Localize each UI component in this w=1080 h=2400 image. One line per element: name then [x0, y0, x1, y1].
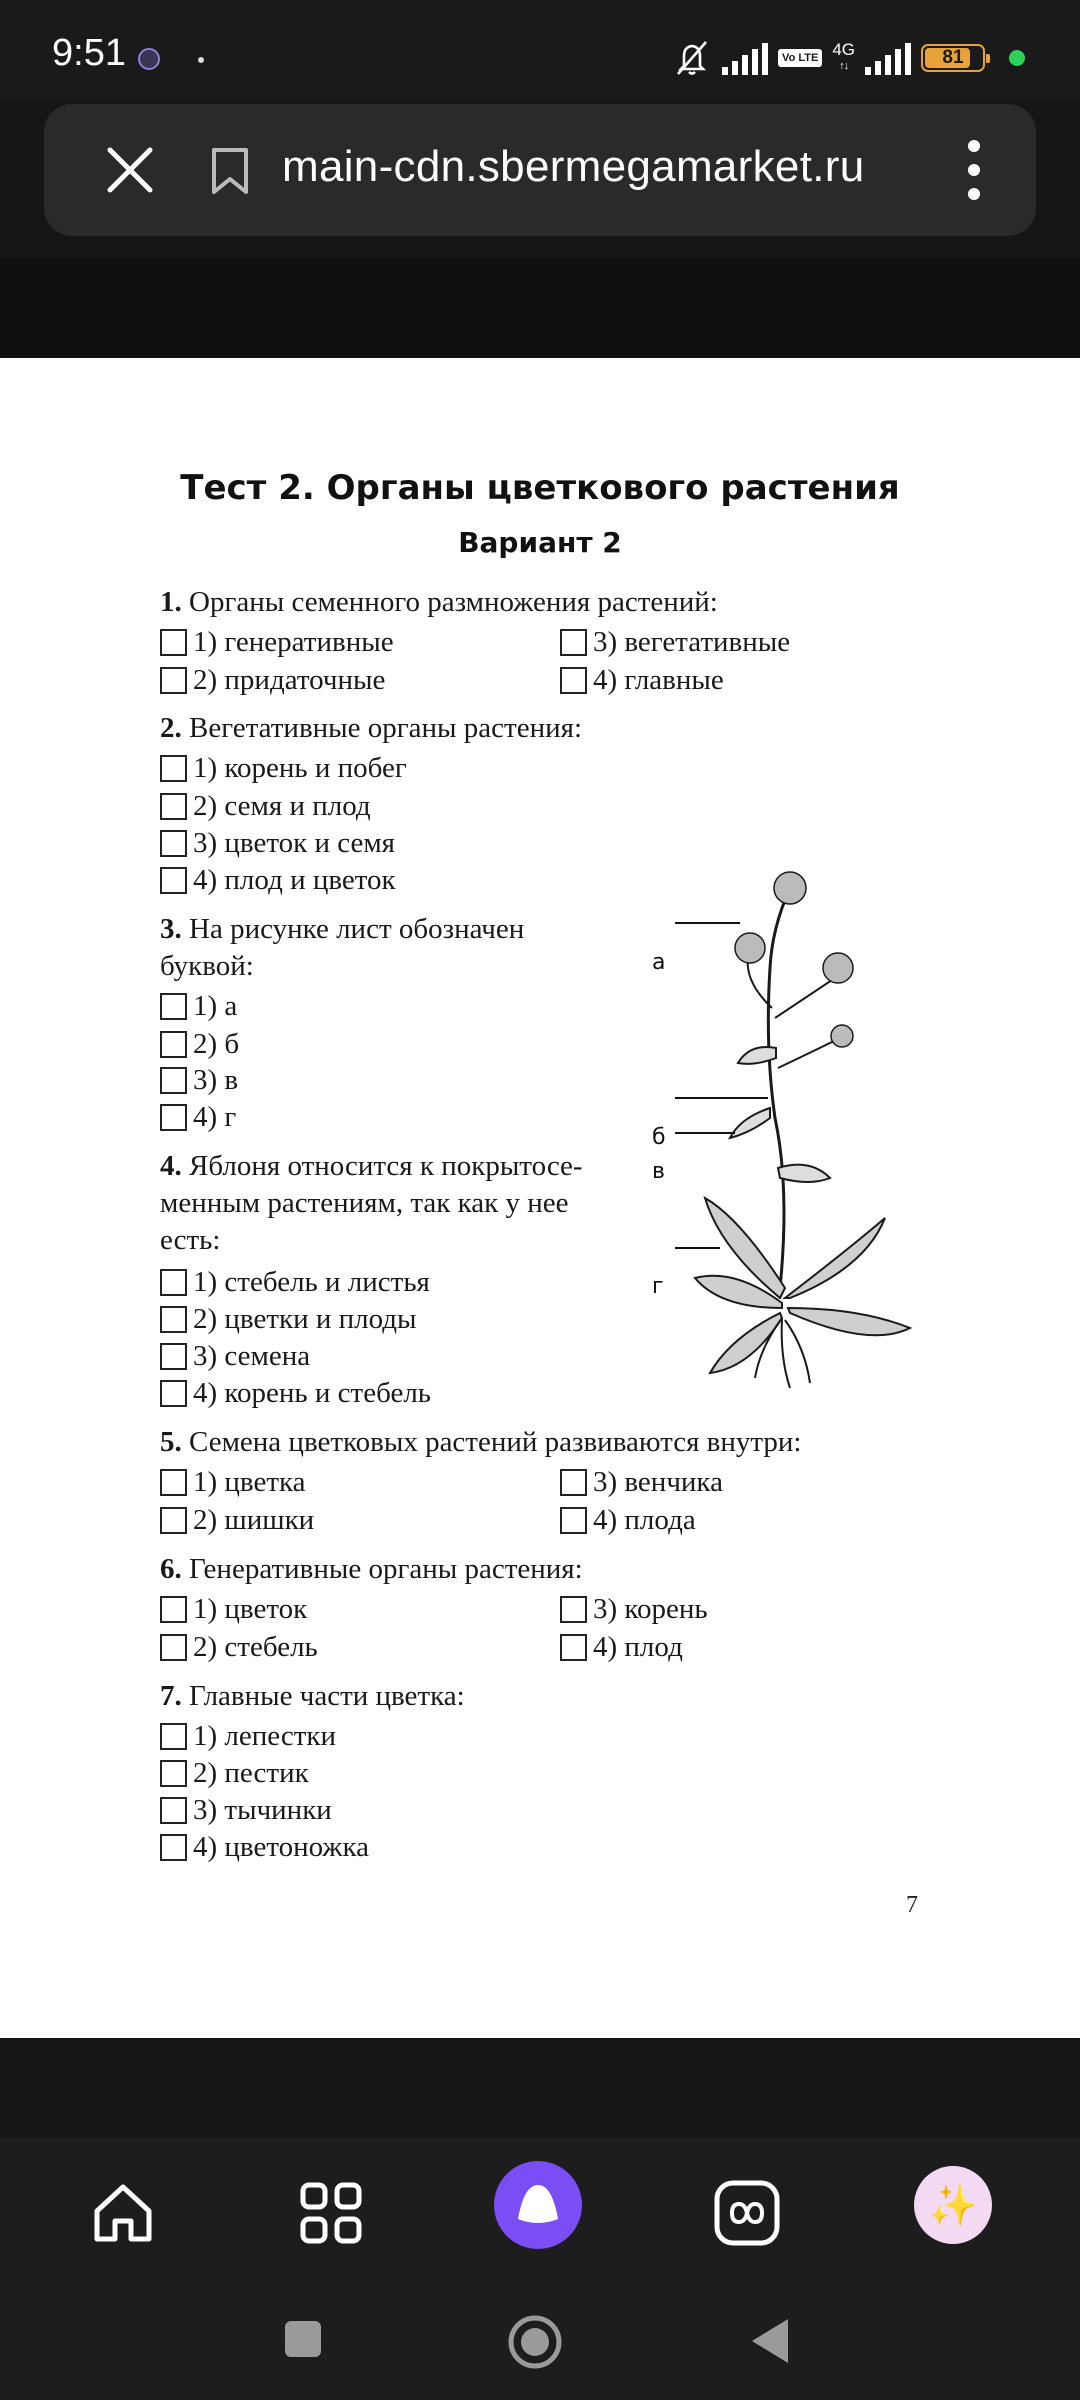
option-label: 4) плод	[593, 1631, 683, 1663]
status-bar	[0, 0, 1080, 100]
plant-illustration	[650, 868, 930, 1698]
option-4-3[interactable]	[160, 1338, 310, 1375]
option-6-3[interactable]	[560, 1591, 708, 1628]
option-5-1[interactable]	[160, 1464, 306, 1501]
option-label: 4) корень и стебель	[193, 1377, 432, 1409]
question-number: 5.	[160, 1426, 182, 1458]
volte-icon: Vo LTE	[778, 49, 822, 67]
option-5-2[interactable]	[160, 1502, 314, 1539]
checkbox[interactable]	[560, 667, 587, 694]
option-label: 3) венчика	[593, 1466, 723, 1498]
option-5-4[interactable]	[560, 1502, 696, 1539]
bell-off-icon	[672, 38, 712, 78]
battery-icon	[921, 44, 985, 72]
option-label: 4) г	[193, 1101, 237, 1133]
question-7	[160, 1678, 465, 1715]
checkbox[interactable]	[160, 1596, 187, 1623]
option-1-3[interactable]	[560, 624, 790, 661]
question-number: 4.	[160, 1150, 182, 1182]
figure-label-b: б	[652, 1125, 666, 1150]
network-type-icon: 4G ↑↓	[832, 40, 855, 72]
checkbox[interactable]	[160, 1469, 187, 1496]
question-text-line1: Яблоня относится к покрытосе-	[189, 1150, 583, 1182]
option-label: 1) стебель и листья	[193, 1266, 430, 1298]
checkbox[interactable]	[560, 629, 587, 656]
option-3-2[interactable]	[160, 1026, 239, 1063]
checkbox[interactable]	[160, 993, 187, 1020]
document-page	[0, 358, 1080, 2038]
option-7-2[interactable]	[160, 1755, 309, 1792]
option-label: 4) плода	[593, 1504, 696, 1536]
question-text-line2: менным растениям, так как у нее	[160, 1187, 569, 1219]
status-time: 9:51	[52, 32, 126, 74]
option-4-1[interactable]	[160, 1264, 430, 1301]
option-label: 1) а	[193, 990, 238, 1022]
alice-assistant-icon	[494, 2161, 582, 2249]
signal-strength-icon-2	[865, 41, 911, 75]
checkbox[interactable]	[160, 755, 187, 782]
checkbox[interactable]	[160, 1104, 187, 1131]
checkbox[interactable]	[160, 1760, 187, 1787]
option-5-3[interactable]	[560, 1464, 723, 1501]
question-text: Генеративные органы растения:	[189, 1553, 583, 1585]
home-button[interactable]	[78, 2168, 168, 2258]
games-icon	[712, 2178, 782, 2248]
question-text: Органы семенного размножения растений:	[189, 586, 718, 618]
option-label: 1) цветок	[193, 1593, 308, 1625]
checkbox[interactable]	[160, 1067, 187, 1094]
home-icon	[87, 2177, 159, 2249]
system-home-icon[interactable]	[507, 2314, 563, 2370]
question-text-line2: буквой:	[160, 950, 254, 982]
option-label: 3) тычинки	[193, 1794, 332, 1826]
option-label: 3) вегетативные	[593, 626, 791, 658]
option-2-1[interactable]	[160, 750, 407, 787]
question-6	[160, 1551, 583, 1588]
privacy-indicator-icon	[1009, 50, 1025, 66]
question-text-line1: На рисунке лист обозначен	[189, 913, 525, 945]
checkbox[interactable]	[160, 667, 187, 694]
option-label: 4) плод и цветок	[193, 864, 396, 896]
option-label: 1) цветка	[193, 1466, 306, 1498]
option-label: 2) б	[193, 1028, 240, 1060]
question-3	[160, 911, 524, 985]
option-6-2[interactable]	[160, 1629, 318, 1666]
battery-level: 81	[942, 47, 964, 68]
question-text: Семена цветковых растений развиваются внутри:	[189, 1426, 802, 1458]
checkbox[interactable]	[560, 1634, 587, 1661]
option-2-2[interactable]	[160, 788, 371, 825]
question-text-line3: есть:	[160, 1224, 221, 1256]
figure-label-g: г	[652, 1274, 664, 1299]
apps-grid-icon	[298, 2180, 364, 2246]
option-3-1[interactable]	[160, 988, 237, 1025]
option-label: 2) стебель	[193, 1631, 318, 1663]
question-number: 7.	[160, 1680, 182, 1712]
checkbox[interactable]	[160, 1723, 187, 1750]
bottom-navigation	[0, 2138, 1080, 2400]
sparkles-icon: ✨	[928, 2182, 978, 2229]
option-3-4[interactable]	[160, 1099, 236, 1136]
back-icon[interactable]	[748, 2316, 792, 2366]
option-1-2[interactable]	[160, 662, 385, 699]
option-1-4[interactable]	[560, 662, 724, 699]
option-label: 2) пестик	[193, 1757, 309, 1789]
checkbox[interactable]	[160, 1797, 187, 1824]
option-label: 3) корень	[593, 1593, 708, 1625]
page-number: 7	[906, 1892, 918, 1918]
url-text[interactable]: main-cdn.sbermegamarket.ru	[282, 142, 865, 191]
checkbox[interactable]	[160, 1634, 187, 1661]
checkbox[interactable]	[560, 1596, 587, 1623]
option-2-3[interactable]	[160, 825, 395, 862]
question-number: 6.	[160, 1553, 182, 1585]
close-icon[interactable]	[104, 144, 156, 196]
option-label: 3) семена	[193, 1340, 311, 1372]
option-label: 2) цветки и плоды	[193, 1303, 417, 1335]
option-3-3[interactable]	[160, 1062, 238, 1099]
option-label: 2) семя и плод	[193, 790, 371, 822]
checkbox[interactable]	[160, 1306, 187, 1333]
option-label: 1) корень и побег	[193, 752, 407, 784]
checkbox[interactable]	[160, 1269, 187, 1296]
option-label: 4) главные	[593, 664, 724, 696]
notification-dot-icon	[198, 57, 204, 63]
checkbox[interactable]	[160, 1343, 187, 1370]
alice-assistant-button[interactable]	[494, 2161, 582, 2249]
checkbox[interactable]	[160, 1380, 187, 1407]
figure-label-a: а	[652, 950, 666, 975]
page-top-margin	[0, 258, 1080, 358]
option-7-1[interactable]	[160, 1718, 336, 1755]
question-4	[160, 1148, 583, 1259]
battery-tip	[986, 54, 990, 63]
status-icons	[672, 38, 1025, 78]
option-6-1[interactable]	[160, 1591, 307, 1628]
option-7-3[interactable]	[160, 1792, 332, 1829]
checkbox[interactable]	[160, 867, 187, 894]
option-label: 1) лепестки	[193, 1720, 337, 1752]
checkbox[interactable]	[160, 629, 187, 656]
recent-apps-icon[interactable]	[282, 2318, 324, 2360]
network-type-label: 4G	[832, 40, 855, 59]
checkbox[interactable]	[160, 793, 187, 820]
question-number: 2.	[160, 712, 182, 744]
option-label: 3) в	[193, 1064, 239, 1096]
doc-variant: Вариант 2	[458, 526, 622, 559]
checkbox[interactable]	[160, 1031, 187, 1058]
option-1-1[interactable]	[160, 624, 394, 661]
option-label: 1) генеративные	[193, 626, 394, 658]
option-6-4[interactable]	[560, 1629, 683, 1666]
question-text: Главные части цветка:	[189, 1680, 465, 1712]
doc-title: Тест 2. Органы цветкового растения	[180, 468, 900, 508]
checkbox[interactable]	[160, 1507, 187, 1534]
checkbox[interactable]	[160, 1834, 187, 1861]
question-1	[160, 584, 718, 621]
question-5	[160, 1424, 801, 1461]
app-notification-icon	[138, 48, 160, 70]
checkbox[interactable]	[560, 1507, 587, 1534]
apps-button[interactable]	[286, 2168, 376, 2258]
option-label: 3) цветок и семя	[193, 827, 396, 859]
option-label: 2) шишки	[193, 1504, 315, 1536]
bookmark-icon[interactable]	[208, 146, 252, 196]
question-2	[160, 710, 582, 747]
option-4-2[interactable]	[160, 1301, 417, 1338]
option-2-4[interactable]	[160, 862, 396, 899]
question-number: 3.	[160, 913, 182, 945]
option-4-4[interactable]	[160, 1375, 431, 1412]
option-label: 4) цветоножка	[193, 1831, 369, 1863]
url-bar	[44, 104, 1036, 236]
question-text: Вегетативные органы растения:	[189, 712, 583, 744]
option-label: 2) придаточные	[193, 664, 386, 696]
more-menu-icon[interactable]	[964, 140, 984, 200]
ai-sparkles-button[interactable]	[914, 2166, 992, 2244]
games-button[interactable]	[702, 2168, 792, 2258]
checkbox[interactable]	[560, 1469, 587, 1496]
option-7-4[interactable]	[160, 1829, 369, 1866]
checkbox[interactable]	[160, 830, 187, 857]
signal-strength-icon	[722, 41, 768, 75]
question-number: 1.	[160, 586, 182, 618]
figure-label-v: в	[652, 1159, 665, 1184]
